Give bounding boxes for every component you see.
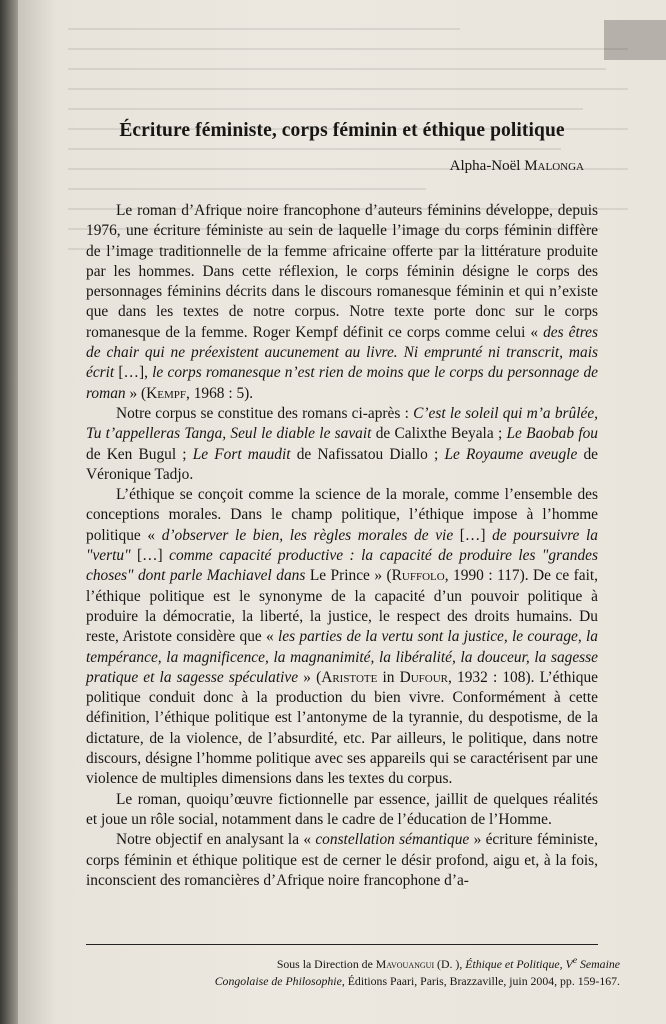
text-run: Le roman, quoiqu’œuvre fictionnelle par essence, jaillit de quelques réalités et joue un rôle social, notamment dans le cadre de l’éducation de l’Homme.: [86, 790, 598, 828]
footnote-divider: [86, 944, 598, 945]
italic-run: Le Baobab fou: [506, 425, 598, 443]
text-run: , 1990 : 117). De ce fait, l’éthique politique est le synonyme de la capacité d’un pouvoir politique à produire la démocratie, la liberté, la justice, le respect des droits humains. Du reste, Aristote considère que «: [86, 567, 598, 646]
text-run: Notre corpus se constitue des romans ci-après :: [116, 404, 414, 422]
text-run: […]: [130, 547, 170, 565]
italic-run: des êtres de chair qui ne préexistent aucunement au livre. Ni emprunté ni transcrit, mais écrit: [86, 323, 598, 382]
text-run: (D. ),: [434, 956, 466, 971]
italic-run: Le Royaume aveugle: [444, 445, 578, 463]
text-run: , Éditions Paari, Paris, Brazzaville, juin 2004, pp. 159-167.: [341, 973, 620, 988]
paragraph: [86, 485, 598, 789]
italic-run: d’observer le bien, les règles morales de vie: [161, 526, 454, 544]
author-line: [86, 158, 584, 175]
text-run: […]: [453, 526, 493, 544]
small-caps-run: Ruffolo: [391, 567, 445, 585]
italic-run: de poursuivre la "vertu": [86, 526, 599, 565]
text-run: , 1932 : 108). L’éthique politique conduit donc à la production du bien vivre. Conformément à cette définition, l’éthique politique est l’antonyme de la tyrannie, du despotisme, de la dictature, de la violence, de l’absurdité, etc. Par ailleurs, le politique, dans notre discours, désigne l’homme politique avec ses appareils qui se caractérisent par une violence de multiples dimensions dans les textes du corpus.: [86, 668, 598, 788]
small-caps-run: Dufour: [399, 668, 449, 686]
article-title: Écriture féministe, corps féminin et éthique politique: [119, 120, 565, 141]
text-run: Le roman d’Afrique noire francophone d’auteurs féminins développe, depuis 1976, une écriture féministe au sein de laquelle l’image du corps féminin diffère de l’image traditionnelle de la femme africaine offerte par la littérature produite par les hommes. Dans cette réflexion, le corps féminin désigne le corps des personnages féminins décrits dans le discours romanesque féminin et qui n’existe que dans les textes de notre corpus. Notre texte porte donc sur le corps romanesque de la femme. Roger Kempf définit ce corps comme celui «: [86, 202, 598, 341]
text-run: Sous la Direction de: [276, 956, 376, 971]
article: [86, 120, 598, 891]
text-run: de Nafissatou Diallo ;: [290, 445, 445, 463]
source-footnote: [140, 952, 620, 990]
text-run: L’éthique se conçoit comme la science de la morale, comme l’ensemble des conceptions morales. Dans le champ politique, l’éthique impose à l’homme politique «: [86, 486, 598, 544]
paragraph: [86, 830, 598, 891]
italic-run: comme capacité productive : la capacité de produire les "grandes choses" dont parle Machiavel dans: [86, 547, 598, 585]
paragraph: [86, 790, 598, 831]
footnote-line-1: [140, 952, 620, 973]
page-edge-tab: [604, 20, 666, 60]
superscript-run: e: [572, 955, 578, 966]
small-caps-run: Aristote: [321, 668, 378, 686]
italic-run: Semaine: [577, 956, 620, 971]
small-caps-run: Kempf: [146, 384, 187, 402]
text-run: Notre objectif en analysant la «: [116, 831, 316, 849]
article-body: [86, 201, 598, 891]
author-given-name: Alpha-Noël: [449, 158, 521, 174]
small-caps-run: Mavouangui: [375, 956, 435, 971]
text-run: in: [377, 668, 400, 686]
italic-run: Éthique et Politique, V: [465, 956, 573, 971]
italic-run: les parties de la vertu sont la justice, le courage, la tempérance, la magnificence, la magnanimité, la libéralité, la douceur, la sagesse pratique et la sagesse spéculative: [86, 628, 598, 686]
italic-run: C’est le soleil qui m’a brûlée, Tu t’appelleras Tanga, Seul le diable le savait: [86, 404, 598, 443]
text-run: » écriture féministe, corps féminin et éthique politique est de cerner le désir profond, aigu et, à la fois, inconscient des romancières d’Afrique noire francophone d’a-: [86, 831, 598, 889]
text-run: […],: [114, 364, 153, 382]
text-run: » (: [125, 384, 147, 402]
italic-run: Congolaise de Philosophie: [214, 973, 342, 988]
text-run: , 1968 : 5).: [186, 384, 254, 402]
text-run: de Véronique Tadjo.: [86, 445, 598, 483]
italic-run: constellation sémantique: [315, 831, 470, 849]
text-run: de Calixthe Beyala ;: [371, 425, 507, 443]
paragraph: [86, 404, 598, 485]
text-run: » (: [298, 668, 322, 686]
text-run: de Ken Bugul ;: [86, 445, 193, 463]
author-family-name: Malonga: [524, 158, 584, 174]
italic-run: le corps romanesque n’est rien de moins que le corps du personnage de roman: [86, 364, 599, 402]
italic-run: Le Fort maudit: [192, 445, 291, 463]
footnote-line-2: [140, 973, 620, 990]
text-run: Le Prince » (: [305, 567, 392, 585]
paragraph: [86, 201, 598, 404]
